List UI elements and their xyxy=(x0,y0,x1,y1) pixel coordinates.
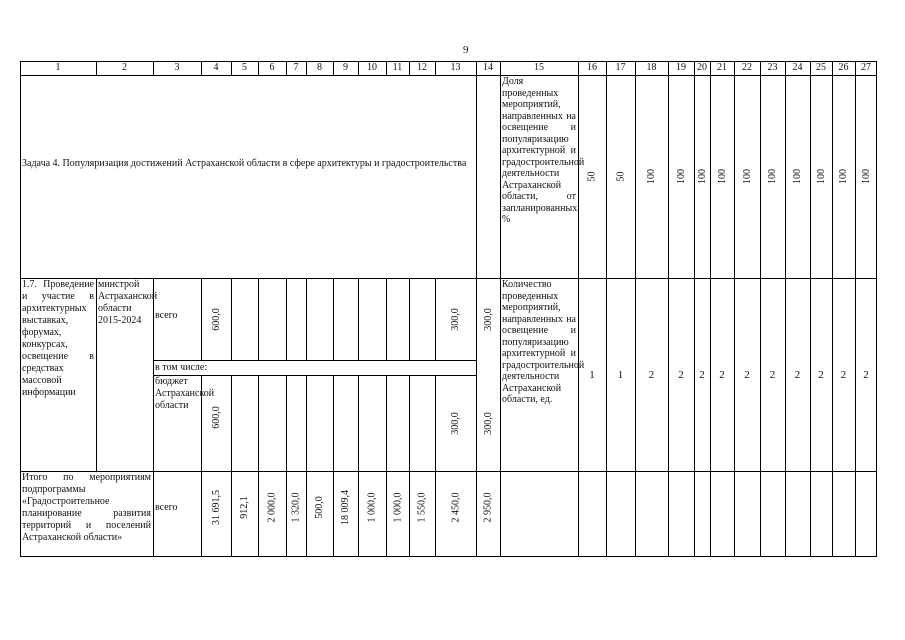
column-divider xyxy=(435,278,436,360)
measure-target-value: 2 xyxy=(719,369,725,381)
column-number-18: 18 xyxy=(646,62,657,73)
column-divider xyxy=(358,375,359,471)
row-label-including: в том числе: xyxy=(155,362,208,373)
column-divider xyxy=(201,278,202,360)
value-total-col13: 300,0 xyxy=(449,307,461,331)
column-divider xyxy=(810,471,811,556)
column-divider xyxy=(710,75,711,278)
column-number-6: 6 xyxy=(269,62,275,73)
task-target-value: 100 xyxy=(696,169,708,184)
column-number-22: 22 xyxy=(742,62,752,73)
column-divider xyxy=(258,471,259,556)
column-divider xyxy=(635,75,636,278)
page-number: 9 xyxy=(463,44,469,56)
task-target-value: 100 xyxy=(716,169,728,184)
column-divider xyxy=(409,278,410,360)
column-divider xyxy=(810,75,811,278)
column-divider xyxy=(578,75,579,278)
column-divider xyxy=(668,471,669,556)
column-number-23: 23 xyxy=(767,62,778,73)
column-divider xyxy=(333,471,334,556)
task-target-value: 100 xyxy=(767,169,778,184)
column-divider xyxy=(435,471,436,556)
column-divider xyxy=(785,471,786,556)
column-divider xyxy=(832,471,833,556)
measure-target-value: 2 xyxy=(863,369,869,381)
task-target-value: 100 xyxy=(860,169,872,184)
column-divider xyxy=(258,375,259,471)
column-divider xyxy=(231,471,232,556)
column-divider xyxy=(694,471,695,556)
column-divider xyxy=(333,375,334,471)
measure-target-value: 2 xyxy=(678,369,684,381)
value-budget-col13: 300,0 xyxy=(449,411,461,435)
column-divider xyxy=(358,471,359,556)
measure-indicator: Количество проведенных мероприятий, направленных на освещение и популяризацию архитектурной и градостроительной деятельности Астраханской области, ед. xyxy=(502,279,585,405)
measure-target-value: 2 xyxy=(744,369,750,381)
column-divider xyxy=(476,471,477,556)
column-number-12: 12 xyxy=(417,62,427,73)
column-number-24: 24 xyxy=(792,62,803,73)
column-divider xyxy=(855,471,856,556)
value-budget-col4: 600,0 xyxy=(210,405,222,429)
column-number-27: 27 xyxy=(861,62,871,73)
column-divider xyxy=(855,75,856,278)
column-divider xyxy=(734,471,735,556)
column-divider xyxy=(386,278,387,360)
column-divider xyxy=(606,471,607,556)
measure-target-value: 2 xyxy=(648,369,655,381)
column-divider xyxy=(409,471,410,556)
column-number-7: 7 xyxy=(293,62,299,73)
column-number-5: 5 xyxy=(242,62,247,73)
measure-target-value: 2 xyxy=(699,369,705,381)
column-number-25: 25 xyxy=(816,62,826,73)
task-target-value: 100 xyxy=(815,169,827,184)
column-number-26: 26 xyxy=(838,62,849,73)
column-divider xyxy=(306,471,307,556)
column-divider xyxy=(306,278,307,360)
column-divider xyxy=(500,471,501,556)
column-divider xyxy=(333,278,334,360)
measure-target-value: 2 xyxy=(840,369,847,381)
column-divider xyxy=(476,75,477,278)
column-divider xyxy=(386,375,387,471)
column-divider xyxy=(832,75,833,278)
totals-value: 1 000,0 xyxy=(392,492,403,522)
totals-value: 1 000,0 xyxy=(366,492,378,522)
task-target-value: 100 xyxy=(646,169,657,184)
column-divider xyxy=(435,375,436,471)
task-target-value: 50 xyxy=(615,171,626,182)
task-target-value: 100 xyxy=(838,169,849,184)
totals-value: 2 450,0 xyxy=(450,492,461,522)
value-budget-col14: 300,0 xyxy=(482,411,494,435)
header-bottom-border xyxy=(20,75,877,76)
totals-value: 2 000,0 xyxy=(266,492,278,522)
task-indicator: Доля проведенных мероприятий, направленных на освещение и популяризацию архитектурной и градостроительной деятельности Астраханской области, от запланированных, % xyxy=(502,76,585,225)
task-target-value: 100 xyxy=(792,169,803,184)
column-divider xyxy=(785,75,786,278)
column-number-1: 1 xyxy=(55,62,61,73)
measure-target-value: 2 xyxy=(769,369,776,381)
totals-value: 1 550,0 xyxy=(416,492,428,522)
column-divider xyxy=(635,471,636,556)
totals-value: 1 320,0 xyxy=(290,492,302,522)
measure-target-value: 2 xyxy=(794,369,801,381)
measure-target-value: 2 xyxy=(818,369,824,381)
task-target-value: 100 xyxy=(675,169,687,184)
column-divider xyxy=(286,278,287,360)
totals-value: 31 691,5 xyxy=(210,489,222,525)
totals-value: 912,1 xyxy=(238,495,250,519)
table-side-border xyxy=(876,61,877,556)
value-total-col14: 300,0 xyxy=(482,307,494,331)
column-divider xyxy=(606,75,607,278)
row-label-total: всего xyxy=(155,310,178,321)
totals-value: 2 950,0 xyxy=(482,492,494,522)
column-divider xyxy=(578,471,579,556)
measure-executor: минстрой Астраханской области 2015-2024 xyxy=(98,279,158,326)
column-number-8: 8 xyxy=(317,62,322,73)
column-divider xyxy=(286,471,287,556)
column-divider xyxy=(231,278,232,360)
totals-value: 500,0 xyxy=(313,495,325,519)
row-label-budget: бюджет Астраханской области xyxy=(155,376,215,411)
column-divider xyxy=(358,278,359,360)
column-number-2: 2 xyxy=(122,62,127,73)
measure-name: 1.7. Проведение и участие в архитектурных выставках, форумах, конкурсах, освещение в средствах массовой информации xyxy=(22,279,94,398)
column-number-4: 4 xyxy=(213,62,219,73)
task-target-value: 50 xyxy=(586,171,598,182)
column-number-20: 20 xyxy=(697,62,707,73)
column-divider xyxy=(409,375,410,471)
value-total-col4: 600,0 xyxy=(210,307,222,331)
column-number-3: 3 xyxy=(174,62,180,73)
column-number-13: 13 xyxy=(450,62,461,73)
column-divider xyxy=(734,75,735,278)
measure-target-value: 1 xyxy=(589,369,595,381)
document-table xyxy=(20,61,877,556)
column-number-11: 11 xyxy=(392,62,403,73)
column-divider xyxy=(760,471,761,556)
column-divider xyxy=(694,75,695,278)
task-target-value: 100 xyxy=(741,169,753,184)
column-divider xyxy=(668,75,669,278)
column-number-14: 14 xyxy=(483,62,493,73)
column-divider xyxy=(231,375,232,471)
column-number-19: 19 xyxy=(676,62,686,73)
column-divider xyxy=(306,375,307,471)
totals-label: всего xyxy=(155,502,178,513)
column-divider xyxy=(286,375,287,471)
measure-target-value: 1 xyxy=(617,369,624,381)
column-divider xyxy=(760,75,761,278)
column-number-17: 17 xyxy=(615,62,626,73)
task-title: Задача 4. Популяризация достижений Астраханской области в сфере архитектуры и градостроительства xyxy=(22,158,467,169)
column-number-16: 16 xyxy=(587,62,597,73)
column-divider xyxy=(476,278,477,471)
column-number-15: 15 xyxy=(534,62,544,73)
column-number-21: 21 xyxy=(717,62,727,73)
column-number-9: 9 xyxy=(343,62,348,73)
totals-value: 18 009,4 xyxy=(340,489,351,525)
column-divider xyxy=(710,471,711,556)
column-number-10: 10 xyxy=(367,62,377,73)
totals-name: Итого по мероприятиям подпрограммы «Градостроительное планирование развития территорий и поселений Астраханской области» xyxy=(22,472,151,543)
column-divider xyxy=(201,471,202,556)
column-divider xyxy=(386,471,387,556)
column-divider xyxy=(258,278,259,360)
table-bottom-border xyxy=(20,556,877,557)
